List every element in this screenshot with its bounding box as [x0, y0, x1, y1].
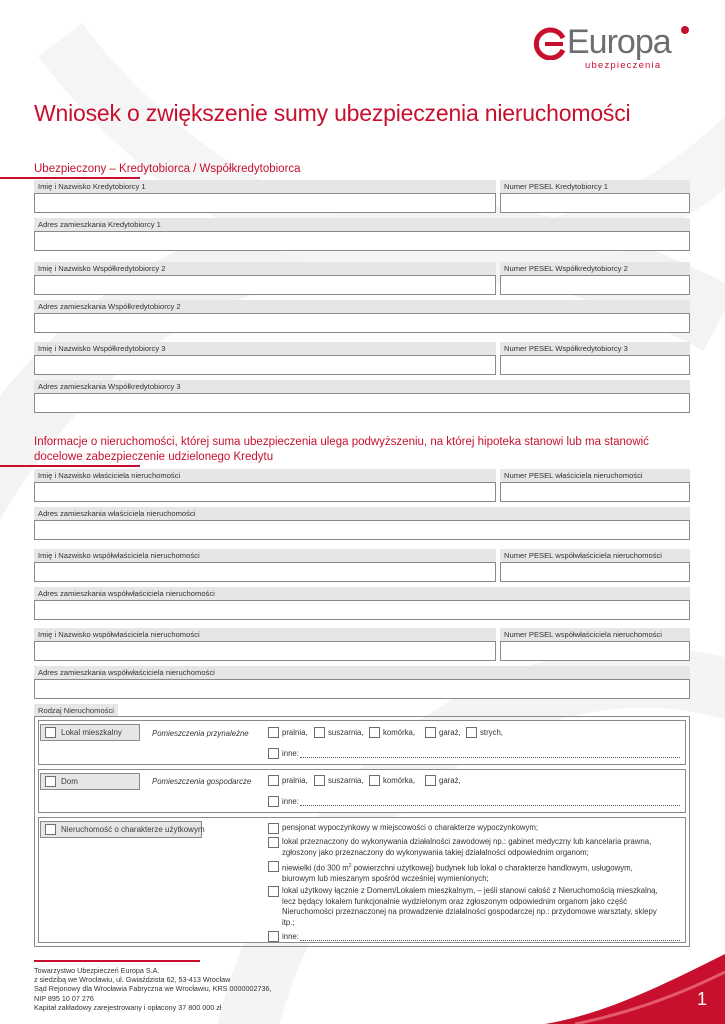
- label-owner-pesel: Numer PESEL właściciela nieruchomości: [500, 469, 690, 482]
- input-coowner-addr-a[interactable]: [34, 600, 690, 620]
- checkbox[interactable]: [369, 775, 380, 786]
- input-owner-addr[interactable]: [34, 520, 690, 540]
- commercial-opt-professional[interactable]: lokal przeznaczony do wykonywania działalności zawodowej np.: gabinet medyczny lub kancelaria prawna, zgłoszony jako przeznaczony do wykonywania takiej działalności odpowiednim organom;: [268, 837, 668, 858]
- label-owner-name: Imię i Nazwisko właściciela nieruchomości: [34, 469, 496, 482]
- input-pesel3[interactable]: [500, 355, 690, 375]
- commercial-opt-small-building[interactable]: niewielki (do 300 $m^2$ powierzchni użytkowej) budynek lub lokal o charakterze handlowym, usługowym, biurowym lub mieszanym spośród wcześniej wymienionych;: [268, 861, 668, 885]
- section2-heading-line1: Informacje o nieruchomości, której suma ubezpieczenia ulega podwyższeniu, na której hipoteka stanowi lub ma stanowić: [34, 436, 649, 448]
- label-addr2: Adres zamieszkania Współkredytobiorcy 2: [34, 300, 690, 313]
- house-checkbox[interactable]: [45, 776, 56, 787]
- label-coowner-addr-b: Adres zamieszkania współwłaściciela nieruchomości: [34, 666, 690, 679]
- label-name3: Imię i Nazwisko Współkredytobiorcy 3: [34, 342, 496, 355]
- section1-rule: [0, 177, 140, 179]
- input-coowner-name-a[interactable]: [34, 562, 496, 582]
- label-coowner-name-b: Imię i Nazwisko współwłaściciela nieruchomości: [34, 628, 496, 641]
- house-label: Dom: [61, 777, 78, 786]
- input-addr1[interactable]: [34, 231, 690, 251]
- checkbox[interactable]: [268, 861, 279, 872]
- label-coowner-pesel-b: Numer PESEL współwłaściciela nieruchomości: [500, 628, 690, 641]
- house-other-line[interactable]: [300, 805, 680, 806]
- footer-line: Towarzystwo Ubezpieczeń Europa S.A.: [34, 966, 160, 975]
- checkbox[interactable]: [369, 727, 380, 738]
- label-name2: Imię i Nazwisko Współkredytobiorcy 2: [34, 262, 496, 275]
- europa-logo: [533, 22, 693, 74]
- section2-heading-line2: docelowe zabezpieczenie udzielonego Kredytu: [34, 451, 274, 463]
- checkbox[interactable]: [268, 931, 279, 942]
- checkbox[interactable]: [268, 796, 279, 807]
- commercial-opt-mixed-use[interactable]: lokal użytkowy łącznie z Domem/Lokalem mieszkalnym, – jeśli stanowi całość z Nieruchomością mieszkalną, lecz będący lokalem funkcjonalnie wydzielonym oraz zgłoszonym odpowiednim organom jako część Nieruchomości przeznaczonej na prowadzenie działalności gospodarczej np.: przydomowe warsztaty, sklepy itp.;: [268, 886, 668, 928]
- apartment-checkbox[interactable]: [45, 727, 56, 738]
- label-pesel1: Numer PESEL Kredytobiorcy 1: [500, 180, 690, 193]
- checkbox[interactable]: [268, 727, 279, 738]
- input-addr3[interactable]: [34, 393, 690, 413]
- label-pesel3: Numer PESEL Współkredytobiorcy 3: [500, 342, 690, 355]
- page-number: 1: [696, 989, 707, 1009]
- checkbox[interactable]: [268, 775, 279, 786]
- checkbox[interactable]: [425, 775, 436, 786]
- input-owner-pesel[interactable]: [500, 482, 690, 502]
- commercial-label: Nieruchomość o charakterze użytkowym: [61, 825, 205, 834]
- logo-wordmark: Europa: [567, 23, 671, 61]
- logo-dot: [681, 26, 689, 34]
- checkbox[interactable]: [268, 823, 279, 834]
- section2-rule: [0, 465, 140, 467]
- input-pesel2[interactable]: [500, 275, 690, 295]
- property-option-apartment[interactable]: [40, 724, 140, 741]
- input-name2[interactable]: [34, 275, 496, 295]
- footer-line: Kapitał zakładowy zarejestrowany i opłacony 37 800 000 zł: [34, 1002, 222, 1012]
- commercial-checkbox[interactable]: [45, 824, 56, 835]
- company-footer: [34, 966, 271, 1012]
- label-coowner-addr-a: Adres zamieszkania współwłaściciela nieruchomości: [34, 587, 690, 600]
- checkbox[interactable]: [268, 886, 279, 897]
- footer-line: NIP 895 10 07 276: [34, 993, 94, 1003]
- page-title: Wniosek o zwiększenie sumy ubezpieczenia nieruchomości: [34, 100, 631, 126]
- checkbox[interactable]: [268, 748, 279, 759]
- label-pesel2: Numer PESEL Współkredytobiorcy 2: [500, 262, 690, 275]
- input-coowner-pesel-b[interactable]: [500, 641, 690, 661]
- logo-mark-icon: [533, 26, 567, 60]
- checkbox[interactable]: [466, 727, 477, 738]
- apartment-label: Lokal mieszkalny: [61, 728, 122, 737]
- property-option-commercial[interactable]: [40, 821, 205, 838]
- input-coowner-pesel-a[interactable]: [500, 562, 690, 582]
- checkbox[interactable]: [268, 837, 279, 848]
- label-coowner-name-a: Imię i Nazwisko współwłaściciela nieruchomości: [34, 549, 496, 562]
- apartment-other-line[interactable]: [300, 757, 680, 758]
- section1-heading: Ubezpieczony – Kredytobiorca / Współkredytobiorca: [34, 163, 301, 175]
- label-addr3: Adres zamieszkania Współkredytobiorcy 3: [34, 380, 690, 393]
- apartment-group-label: Pomieszczenia przynależne: [152, 729, 249, 738]
- label-owner-addr: Adres zamieszkania właściciela nieruchomości: [34, 507, 690, 520]
- checkbox[interactable]: [314, 727, 325, 738]
- footer-rule: [34, 960, 200, 962]
- property-option-house[interactable]: [40, 773, 140, 790]
- checkbox[interactable]: [425, 727, 436, 738]
- input-owner-name[interactable]: [34, 482, 496, 502]
- input-addr2[interactable]: [34, 313, 690, 333]
- footer-line: Sąd Rejonowy dla Wrocławia Fabryczna we Wrocławiu, KRS 0000002736,: [34, 984, 272, 994]
- input-name3[interactable]: [34, 355, 496, 375]
- label-addr1: Adres zamieszkania Kredytobiorcy 1: [34, 218, 690, 231]
- commercial-other-line[interactable]: [300, 940, 680, 941]
- input-coowner-name-b[interactable]: [34, 641, 496, 661]
- input-name1[interactable]: [34, 193, 496, 213]
- label-name1: Imię i Nazwisko Kredytobiorcy 1: [34, 180, 496, 193]
- logo-tagline: ubezpieczenia: [585, 60, 662, 71]
- house-group-label: Pomieszczenia gospodarcze: [152, 777, 252, 786]
- checkbox[interactable]: [314, 775, 325, 786]
- commercial-opt-guesthouse[interactable]: pensjonat wypoczynkowy w miejscowości o charakterze wypoczynkowym;: [268, 823, 668, 834]
- label-coowner-pesel-a: Numer PESEL współwłaściciela nieruchomości: [500, 549, 690, 562]
- footer-line: z siedzibą we Wrocławiu, ul. Gwiaździsta 62, 53-413 Wrocław: [34, 975, 231, 985]
- input-pesel1[interactable]: [500, 193, 690, 213]
- input-coowner-addr-b[interactable]: [34, 679, 690, 699]
- property-type-label: Rodzaj Nieruchomości: [34, 704, 118, 717]
